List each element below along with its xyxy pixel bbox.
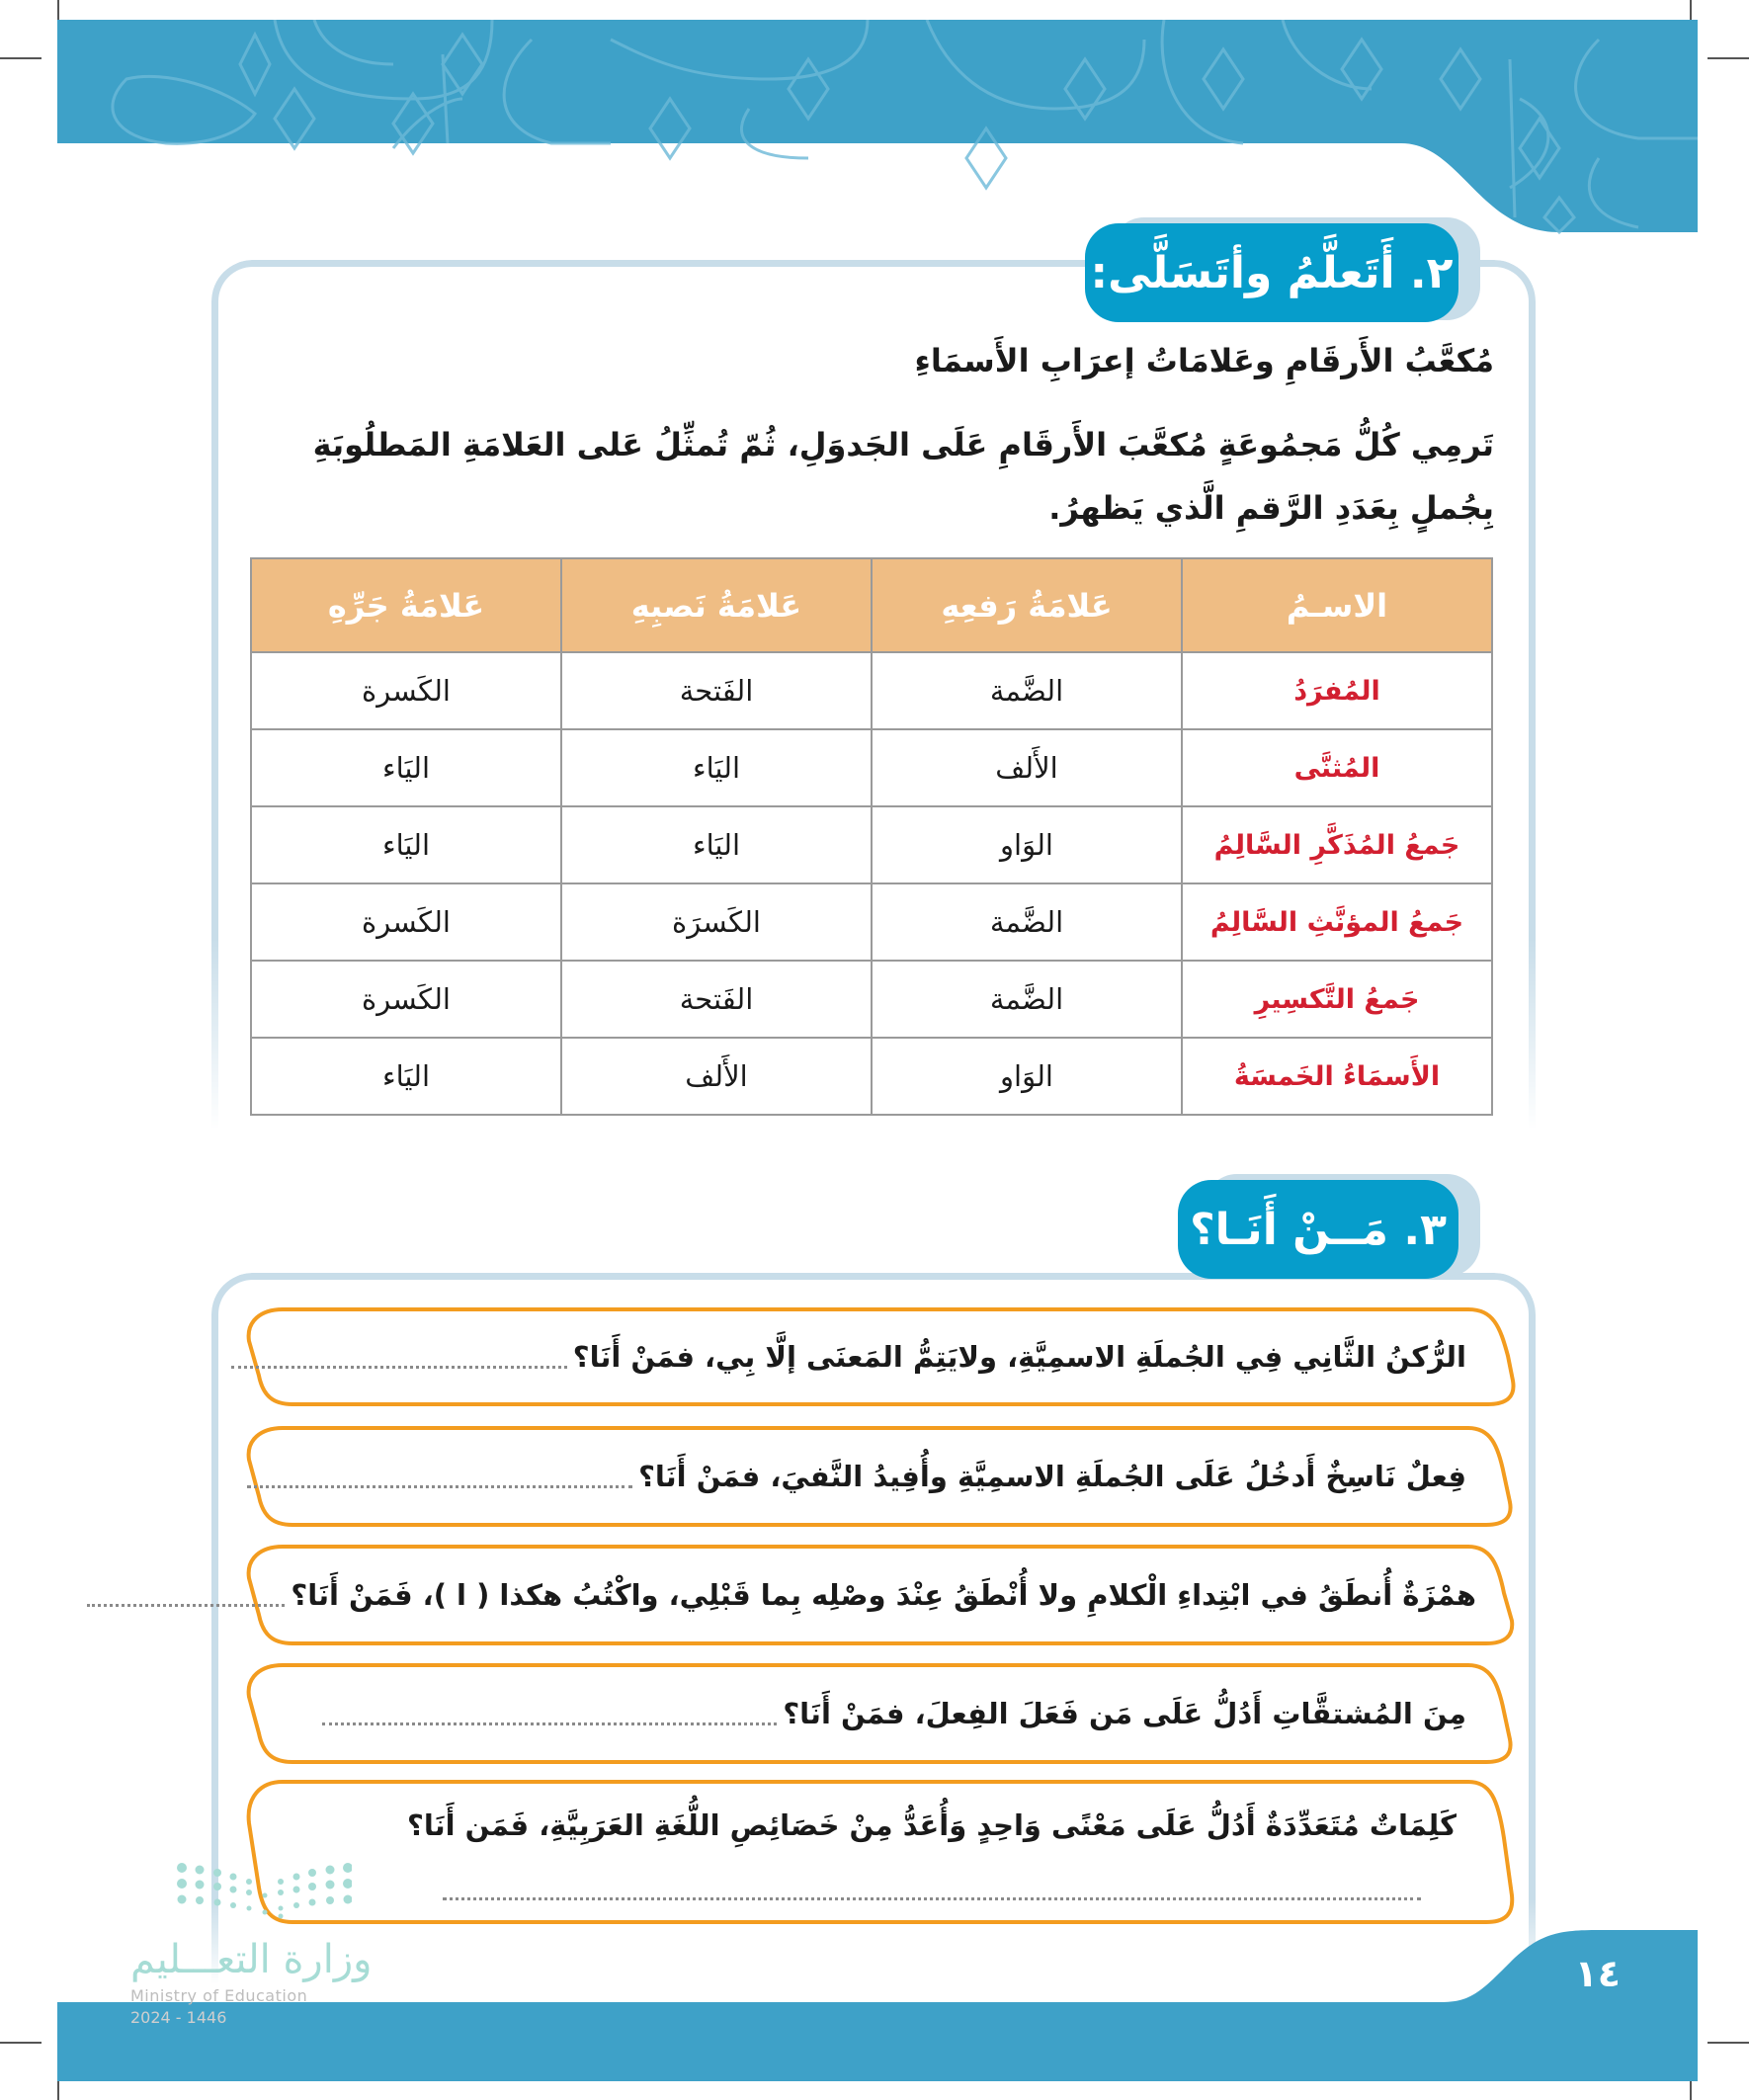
table-row (251, 883, 1492, 961)
nominative-marker: الضَّمة (872, 652, 1182, 729)
header-accusative: عَلامَةُ نَصبِهِ (561, 558, 872, 652)
accusative-marker: اليَاء (561, 806, 872, 883)
question-text-row (407, 1808, 1457, 1842)
logo-arabic-text: وزارة التعـــليم (130, 1937, 373, 1982)
answer-blank[interactable] (87, 1604, 285, 1607)
question-text-row (247, 1425, 1466, 1528)
answer-blank[interactable] (247, 1485, 632, 1488)
crop-mark (0, 57, 42, 59)
noun-type: جَمعُ التَّكسِيرِ (1182, 961, 1492, 1038)
genitive-marker: اليَاء (251, 729, 561, 806)
question-text-row (322, 1662, 1466, 1765)
noun-type: الأَسمَاءُ الخَمسَةُ (1182, 1038, 1492, 1115)
nominative-marker: الضَّمة (872, 883, 1182, 961)
crop-mark (0, 2042, 42, 2044)
genitive-marker: الكَسرة (251, 961, 561, 1038)
answer-blank[interactable] (231, 1366, 567, 1369)
logo-english-text: Ministry of Education (130, 1986, 308, 2005)
table-row (251, 1038, 1492, 1115)
noun-type: جَمعُ المؤنَّثِ السَّالِمُ (1182, 883, 1492, 961)
noun-type: المُثنَّى (1182, 729, 1492, 806)
section-3-heading (1178, 1174, 1480, 1279)
table-row (251, 961, 1492, 1038)
genitive-marker: اليَاء (251, 806, 561, 883)
logo-dots-icon (174, 1860, 352, 1929)
answer-blank[interactable] (443, 1897, 1421, 1900)
question-box (243, 1544, 1518, 1646)
section-3-title: ٣. مَــنْ أَنَـا؟ (1178, 1180, 1458, 1279)
question-text-row (87, 1544, 1476, 1646)
nominative-marker: الضَّمة (872, 961, 1182, 1038)
table-row (251, 729, 1492, 806)
accusative-marker: الأَلف (561, 1038, 872, 1115)
page-number: ١٤ (1574, 1952, 1621, 1995)
genitive-marker: الكَسرة (251, 883, 561, 961)
question-text: فِعلٌ نَاسِخٌ أَدخُلُ عَلَى الجُملَةِ الاسمِيَّةِ وأُفِيدُ النَّفيَ، فمَنْ أَنَا؟ (638, 1460, 1466, 1493)
crop-mark (1707, 57, 1749, 59)
table-row (251, 806, 1492, 883)
header-genitive: عَلامَةُ جَرِّهِ (251, 558, 561, 652)
noun-type: جَمعُ المُذَكَّرِ السَّالِمُ (1182, 806, 1492, 883)
genitive-marker: الكَسرة (251, 652, 561, 729)
logo-year-text: 2024 - 1446 (130, 2008, 227, 2027)
accusative-marker: الفَتحة (561, 961, 872, 1038)
header-nominative: عَلامَةُ رَفعِهِ (872, 558, 1182, 652)
question-box-border (243, 1779, 1518, 1925)
question-box (243, 1425, 1518, 1528)
question-text-row (231, 1306, 1466, 1407)
activity-title: مُكعَّبُ الأَرقَامِ وعَلامَاتُ إعرَابِ الأَسمَاءِ (914, 342, 1494, 379)
question-text: الرُّكنُ الثَّانِي فِي الجُملَةِ الاسمِيَّةِ، ولايَتِمُّ المَعنَى إلَّا بِي، فمَنْ أَنَا؟ (572, 1340, 1466, 1374)
top-banner (57, 20, 1698, 237)
nominative-marker: الوَاو (872, 806, 1182, 883)
question-box (243, 1662, 1518, 1765)
table-row (251, 652, 1492, 729)
case-markers-table (250, 557, 1493, 1116)
section-2-title: ٢. أَتَعلَّمُ وأتَسَلَّى: (1085, 223, 1458, 322)
nominative-marker: الوَاو (872, 1038, 1182, 1115)
table-header-row (251, 558, 1492, 652)
accusative-marker: الكَسرَة (561, 883, 872, 961)
activity-instruction: تَرمِي كُلُّ مَجمُوعَةٍ مُكعَّبَ الأَرقَامِ عَلَى الجَدوَلِ، ثُمّ تُمثِّلُ عَلى العَلامَةِ المَطلُوبَةِ بِجُملٍ بِعَدَدِ الرَّقمِ الَّذي يَظهرُ. (312, 426, 1494, 527)
crop-mark (1707, 2042, 1749, 2044)
question-box (243, 1779, 1518, 1925)
question-text: همْزَةٌ أُنطَقُ في ابْتِداءِ الْكلامِ ولا أُنْطَقُ عِنْدَ وصْلِه بِما قَبْلِي، واكْتُبُ هكذا ( ا )، فَمَنْ أَنَا؟ (291, 1578, 1476, 1612)
noun-type: المُفرَدُ (1182, 652, 1492, 729)
question-text: مِنَ المُشتقَّاتِ أَدُلُّ عَلَى مَن فَعَلَ الفِعلَ، فمَنْ أَنَا؟ (783, 1697, 1466, 1730)
question-box (243, 1306, 1518, 1407)
genitive-marker: اليَاء (251, 1038, 561, 1115)
nominative-marker: الأَلف (872, 729, 1182, 806)
section-2-heading (1085, 217, 1480, 322)
accusative-marker: الفَتحة (561, 652, 872, 729)
answer-blank[interactable] (322, 1722, 777, 1725)
header-noun: الاسـمُ (1182, 558, 1492, 652)
accusative-marker: اليَاء (561, 729, 872, 806)
question-text: كَلِمَاتٌ مُتَعَدِّدَةٌ أَدُلُّ عَلَى مَعْنًى وَاحِدٍ وَأُعَدُّ مِنْ خَصَائِصِ اللُّغَةِ العَرَبِيَّةِ، فَمَن أَنَا؟ (407, 1808, 1457, 1842)
